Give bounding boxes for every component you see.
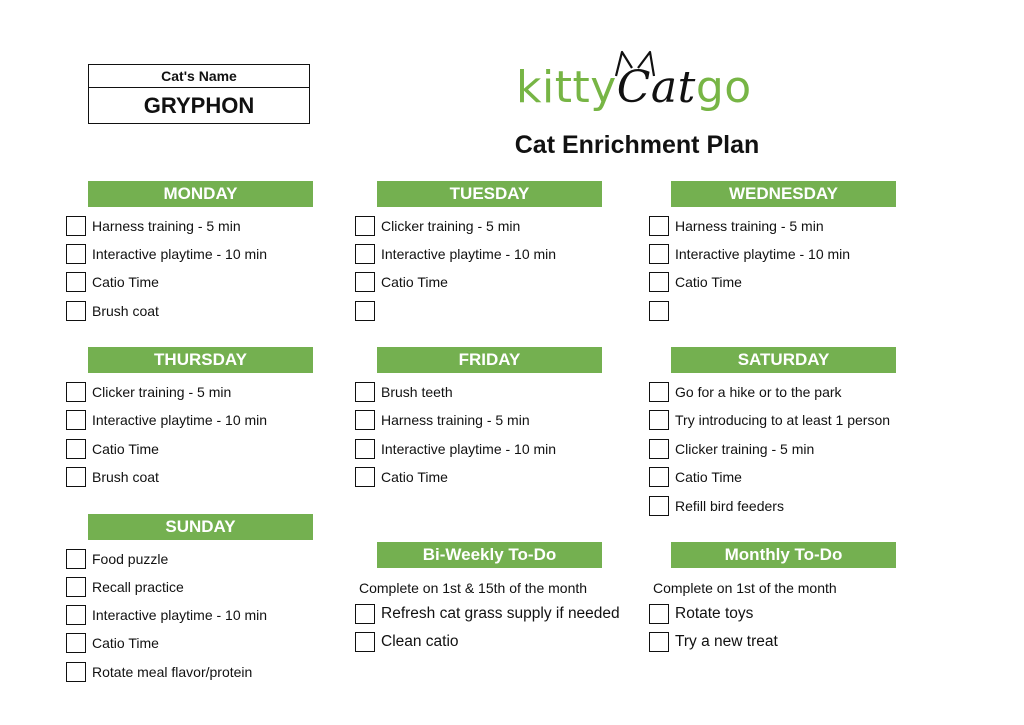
checkbox[interactable] <box>66 301 86 321</box>
checkbox[interactable] <box>66 577 86 597</box>
task-label: Food puzzle <box>92 551 169 567</box>
task-label: Brush coat <box>92 469 159 485</box>
cat-name-label: Cat's Name <box>89 65 309 88</box>
task-label: Catio Time <box>675 469 742 485</box>
task-label: Clicker training - 5 min <box>675 441 815 457</box>
checkbox[interactable] <box>66 549 86 569</box>
checkbox[interactable] <box>66 272 86 292</box>
task-label: Interactive playtime - 10 min <box>92 607 268 623</box>
task-label: Catio Time <box>675 274 742 290</box>
checkbox[interactable] <box>355 410 375 430</box>
day-header: FRIDAY <box>377 347 602 373</box>
logo-cat: Cat <box>616 62 696 113</box>
task-label: Harness training - 5 min <box>381 412 530 428</box>
task-label: Harness training - 5 min <box>675 218 824 234</box>
checkbox[interactable] <box>66 467 86 487</box>
day-header: THURSDAY <box>88 347 313 373</box>
checkbox[interactable] <box>649 604 669 624</box>
task-label: Go for a hike or to the park <box>675 384 842 400</box>
cat-name-box <box>88 64 310 124</box>
task-label: Try introducing to at least 1 person <box>675 412 891 428</box>
checkbox[interactable] <box>66 410 86 430</box>
checkbox[interactable] <box>355 382 375 402</box>
task-label: Refill bird feeders <box>675 498 784 514</box>
task-label: Rotate toys <box>675 605 754 622</box>
task-label: Harness training - 5 min <box>92 218 241 234</box>
checkbox[interactable] <box>649 632 669 652</box>
checkbox[interactable] <box>355 467 375 487</box>
checkbox[interactable] <box>649 272 669 292</box>
checkbox[interactable] <box>66 439 86 459</box>
task-label: Interactive playtime - 10 min <box>92 412 268 428</box>
biweekly-note: Complete on 1st & 15th of the month <box>359 580 588 596</box>
task-label: Interactive playtime - 10 min <box>381 246 557 262</box>
checkbox[interactable] <box>66 216 86 236</box>
task-label: Catio Time <box>92 635 159 651</box>
task-label: Refresh cat grass supply if needed <box>381 605 620 622</box>
task-label: Try a new treat <box>675 633 778 650</box>
task-label: Clicker training - 5 min <box>381 218 521 234</box>
checkbox[interactable] <box>355 604 375 624</box>
task-label: Catio Time <box>381 274 448 290</box>
task-label: Recall practice <box>92 579 184 595</box>
checkbox[interactable] <box>355 272 375 292</box>
checkbox[interactable] <box>649 439 669 459</box>
day-header: TUESDAY <box>377 181 602 207</box>
checkbox[interactable] <box>66 382 86 402</box>
cat-name-value[interactable]: GRYPHON <box>143 93 255 118</box>
checkbox[interactable] <box>649 467 669 487</box>
task-label: Interactive playtime - 10 min <box>92 246 268 262</box>
task-label: Rotate meal flavor/protein <box>92 664 253 680</box>
task-label: Clicker training - 5 min <box>92 384 232 400</box>
task-label: Brush coat <box>92 303 159 319</box>
checkbox[interactable] <box>355 632 375 652</box>
page-title: Cat Enrichment Plan <box>514 131 760 159</box>
biweekly-header: Bi-Weekly To-Do <box>377 542 602 568</box>
day-header: SATURDAY <box>671 347 896 373</box>
checkbox[interactable] <box>355 301 375 321</box>
monthly-header: Monthly To-Do <box>671 542 896 568</box>
task-label: Catio Time <box>92 441 159 457</box>
checkbox[interactable] <box>355 244 375 264</box>
checkbox[interactable] <box>66 244 86 264</box>
day-header: WEDNESDAY <box>671 181 896 207</box>
task-label: Interactive playtime - 10 min <box>381 441 557 457</box>
checkbox[interactable] <box>66 662 86 682</box>
checkbox[interactable] <box>355 439 375 459</box>
checkbox[interactable] <box>66 605 86 625</box>
task-label: Interactive playtime - 10 min <box>675 246 851 262</box>
checkbox[interactable] <box>649 244 669 264</box>
day-header: MONDAY <box>88 181 313 207</box>
checkbox[interactable] <box>355 216 375 236</box>
task-label: Clean catio <box>381 633 459 650</box>
kittycatgo-logo <box>510 40 752 120</box>
checkbox[interactable] <box>66 633 86 653</box>
monthly-note: Complete on 1st of the month <box>653 580 837 596</box>
day-header: SUNDAY <box>88 514 313 540</box>
task-label: Catio Time <box>92 274 159 290</box>
task-label: Brush teeth <box>381 384 453 400</box>
logo-text <box>516 62 752 114</box>
checkbox[interactable] <box>649 410 669 430</box>
logo-go: go <box>695 62 752 113</box>
checkbox[interactable] <box>649 216 669 236</box>
checkbox[interactable] <box>649 496 669 516</box>
checkbox[interactable] <box>649 301 669 321</box>
checkbox[interactable] <box>649 382 669 402</box>
task-label: Catio Time <box>381 469 448 485</box>
logo-kitty: kitty <box>516 62 617 113</box>
